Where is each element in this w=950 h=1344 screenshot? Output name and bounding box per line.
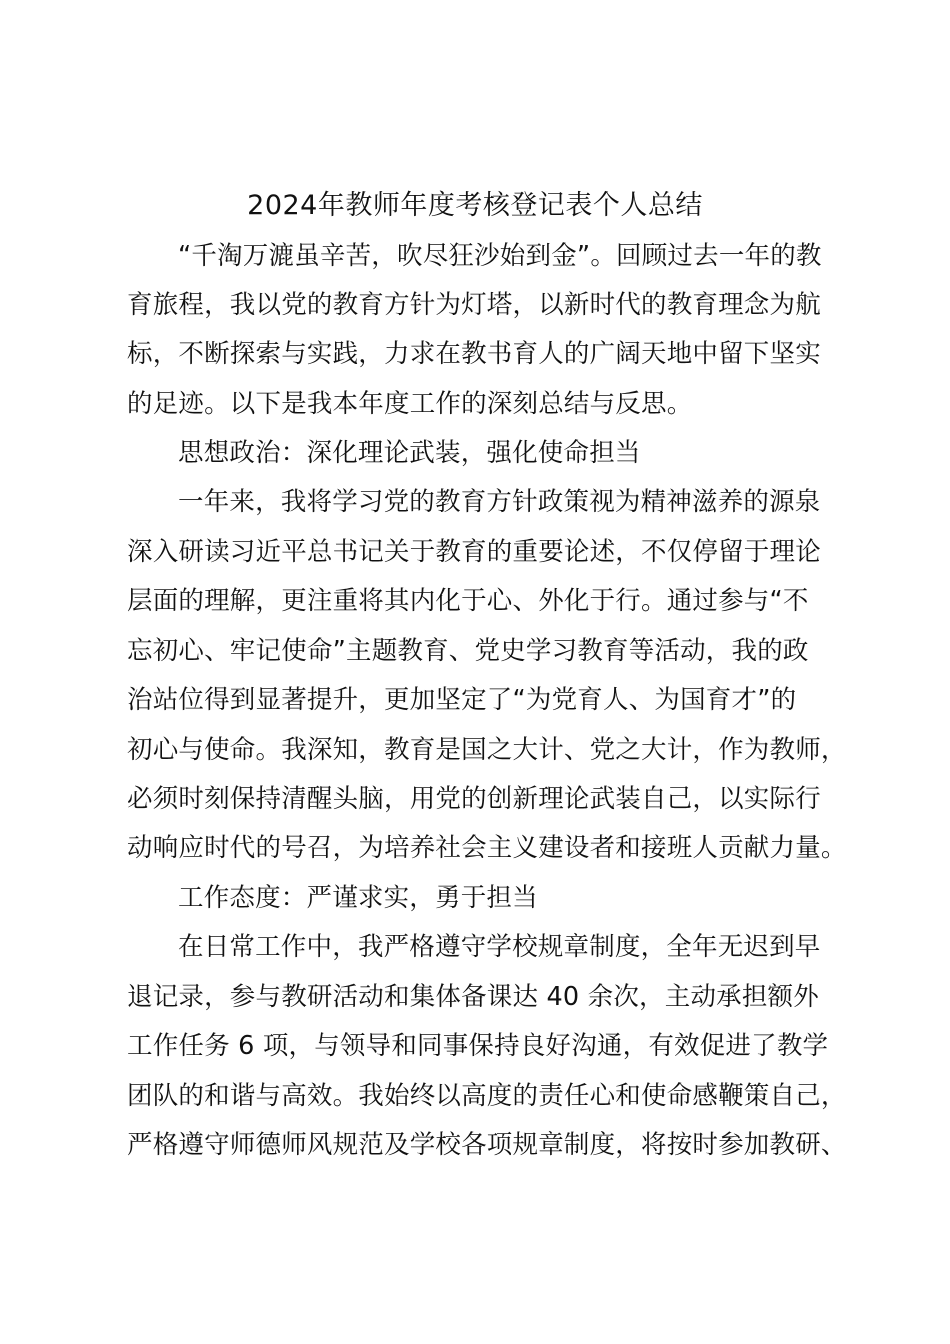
text-line: “千淘万漉虽辛苦，吹尽狂沙始到金”。回顾过去一年的教: [178, 241, 822, 271]
text-line: 层面的理解，更注重将其内化于心、外化于行。通过参与“不: [127, 586, 809, 616]
text-line: 一年来，我将学习党的教育方针政策视为精神滋养的源泉: [178, 487, 821, 517]
document-title: 2024年教师年度考核登记表个人总结: [247, 190, 703, 221]
text-line: 在日常工作中，我严格遵守学校规章制度，全年无迟到早: [178, 932, 821, 962]
text-line: 工作任务 6 项，与领导和同事保持良好沟通，有效促进了教学: [127, 1031, 829, 1061]
text-line: 初心与使命。我深知，教育是国之大计、党之大计，作为教师，: [127, 735, 847, 765]
text-line: 团队的和谐与高效。我始终以高度的责任心和使命感鞭策自己，: [127, 1081, 847, 1111]
text-line: 的足迹。以下是我本年度工作的深刻总结与反思。: [127, 389, 693, 419]
text-line: 忘初心、牢记使命”主题教育、党史学习教育等活动，我的政: [127, 636, 809, 666]
text-line: 治站位得到显著提升，更加坚定了“为党育人、为国育才”的: [127, 685, 797, 715]
section-heading: 思想政治：深化理论武装，强化使命担当: [178, 438, 641, 468]
text-line: 标，不断探索与实践，力求在教书育人的广阔天地中留下坚实: [127, 339, 821, 369]
text-line: 深入研读习近平总书记关于教育的重要论述，不仅停留于理论: [127, 537, 821, 567]
text-line: 育旅程，我以党的教育方针为灯塔，以新时代的教育理念为航: [127, 290, 821, 320]
text-line: 严格遵守师德师风规范及学校各项规章制度，将按时参加教研、: [127, 1130, 847, 1160]
section-heading: 工作态度：严谨求实，勇于担当: [178, 883, 538, 913]
text-line: 必须时刻保持清醒头脑，用党的创新理论武装自己，以实际行: [127, 784, 821, 814]
text-line: 动响应时代的号召，为培养社会主义建设者和接班人贡献力量。: [127, 833, 847, 863]
text-line: 退记录，参与教研活动和集体备课达 40 余次，主动承担额外: [127, 982, 819, 1012]
